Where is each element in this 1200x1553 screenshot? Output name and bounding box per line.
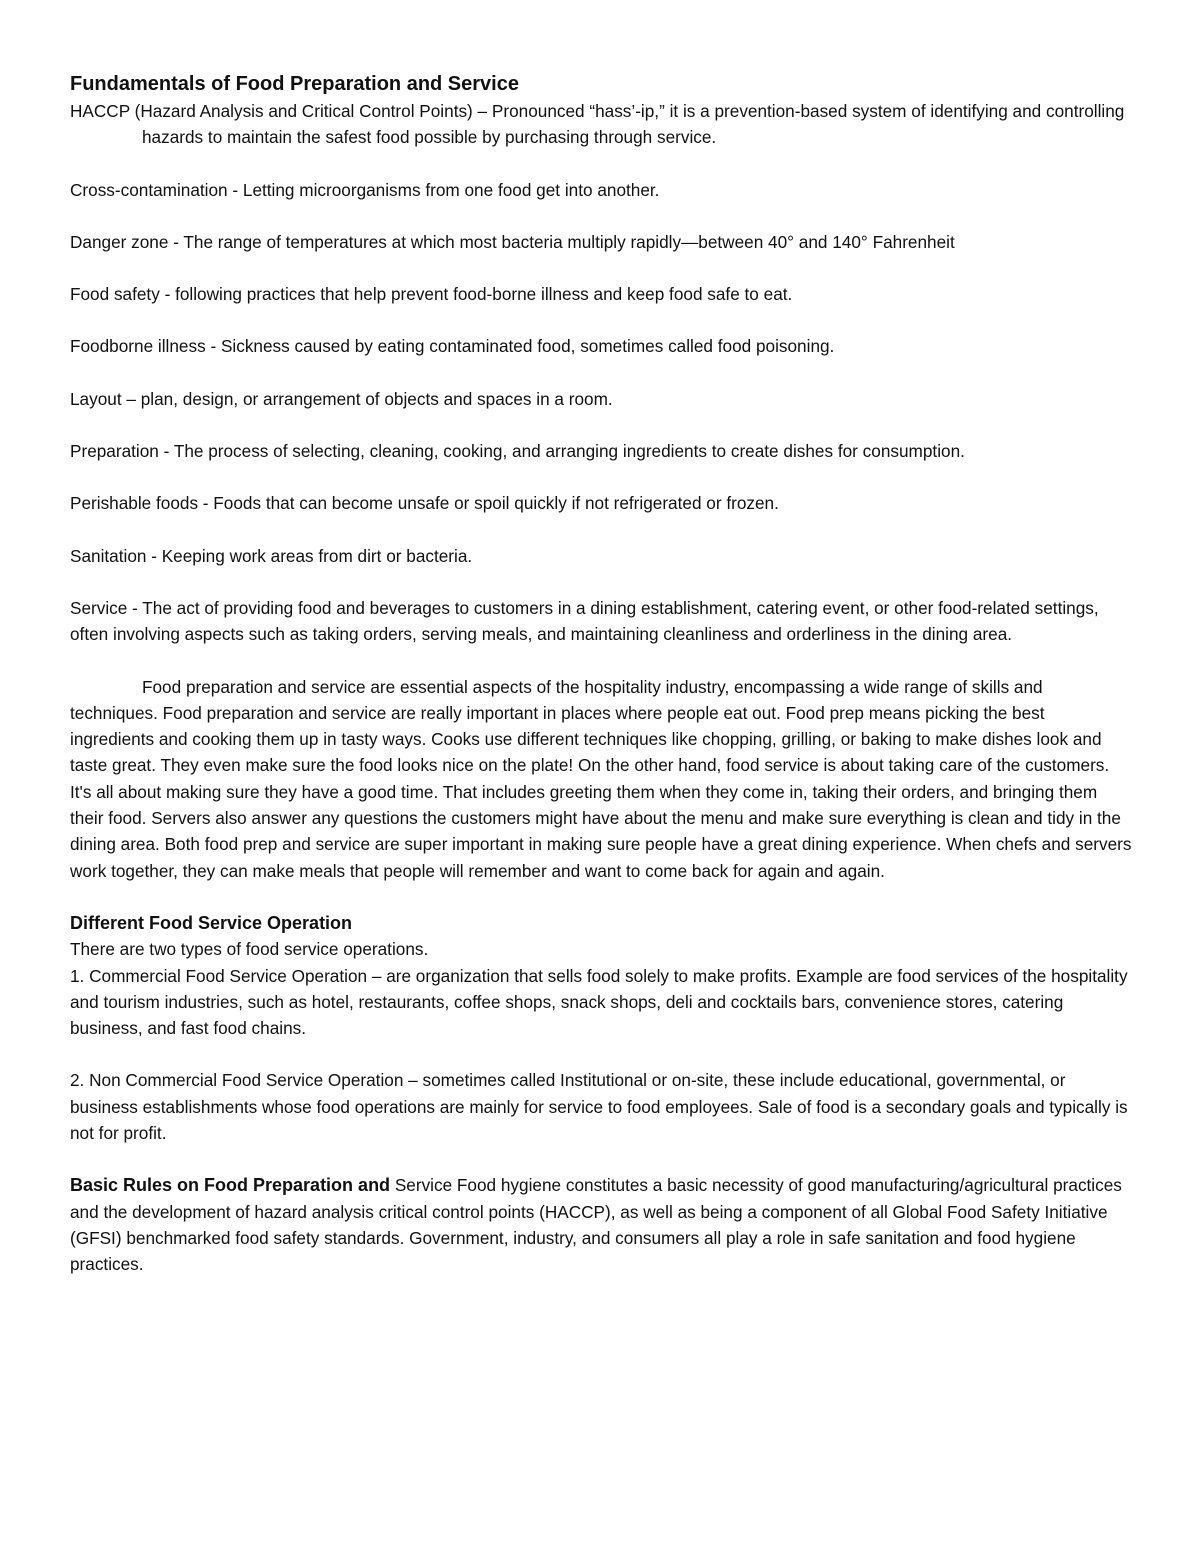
basic-rules-heading: Basic Rules on Food Preparation and — [70, 1175, 391, 1196]
operations-non-commercial: 2. Non Commercial Food Service Operation – sometimes called Institutional or on-site, these include educational, governmental, or business establishments whose food operations are mainly for service to food employees. Sale of food is a secondary goals and typically is not for profit. — [70, 1070, 1128, 1144]
document-title: Fundamentals of Food Preparation and Service — [70, 73, 519, 95]
intro-paragraph: Food preparation and service are essential aspects of the hospitality industry, encompassing a wide range of skills and techniques. Food preparation and service are really important in places where people eat out. Food prep means picking the best ingredients and cooking them up in tasty ways. Cooks use different techniques like chopping, grilling, or baking to make dishes look and taste great. They even make sure the food looks nice on the plate! On the other hand, food service is about taking care of the customers. It's all about making sure they have a good time. That includes greeting them when they come in, taking their orders, and bringing them their food. Servers also answer any questions the customers might have about the menu and make sure everything is clean and tidy in the dining area. Both food prep and service are super important in making sure people have a great dining experience. When chefs and servers work together, they can make meals that people will remember and want to come back for again and again. — [70, 676, 1132, 881]
definition-perishable-foods: Perishable foods - Foods that can become unsafe or spoil quickly if not refrigerated or frozen. — [70, 493, 779, 514]
definition-sanitation: Sanitation - Keeping work areas from dirt or bacteria. — [70, 545, 473, 566]
definition-foodborne-illness: Foodborne illness - Sickness caused by eating contaminated food, sometimes called food poisoning. — [70, 336, 835, 357]
basic-rules-paragraph — [70, 1172, 1132, 1277]
definition-layout: Layout – plan, design, or arrangement of objects and spaces in a room. — [70, 388, 613, 409]
definition-service: Service - The act of providing food and beverages to customers in a dining establishment, catering event, or other food-related settings, often involving aspects such as taking orders, serving meals, and maintaining cleanliness and orderliness in the dining area. — [70, 597, 1099, 645]
definition-cross-contamination: Cross-contamination - Letting microorganisms from one food get into another. — [70, 179, 660, 200]
definition-danger-zone: Danger zone - The range of temperatures at which most bacteria multiply rapidly—between 40° and 140° Fahrenheit — [70, 231, 955, 252]
definition-haccp: HACCP (Hazard Analysis and Critical Control Points) – Pronounced “hass’-ip,” it is a prevention-based system of identifying and controlling hazards to maintain the safest food possible by purchasing through service. — [70, 101, 1125, 148]
operations-heading: Different Food Service Operation — [70, 912, 353, 933]
definition-food-safety: Food safety - following practices that help prevent food-borne illness and keep food safe to eat. — [70, 284, 793, 305]
definition-preparation: Preparation - The process of selecting, cleaning, cooking, and arranging ingredients to create dishes for consumption. — [70, 441, 965, 462]
document-page — [70, 70, 1132, 1278]
operations-commercial: 1. Commercial Food Service Operation – are organization that sells food solely to make profits. Example are food services of the hospitality and tourism industries, such as hotel, restaurants, coffee shops, snack shops, deli and cocktails bars, convenience stores, catering business, and fast food chains. — [70, 965, 1128, 1039]
operations-intro: There are two types of food service operations. — [70, 939, 429, 960]
basic-rules-text: Service Food hygiene constitutes a basic necessity of good manufacturing/agricultural practices and the development of hazard analysis critical control points (HACCP), as well as being a component of all Global Food Safety Initiative (GFSI) benchmarked food safety standards. Government, industry, and consumers all play a role in safe sanitation and food hygiene practices. — [70, 1175, 1122, 1275]
